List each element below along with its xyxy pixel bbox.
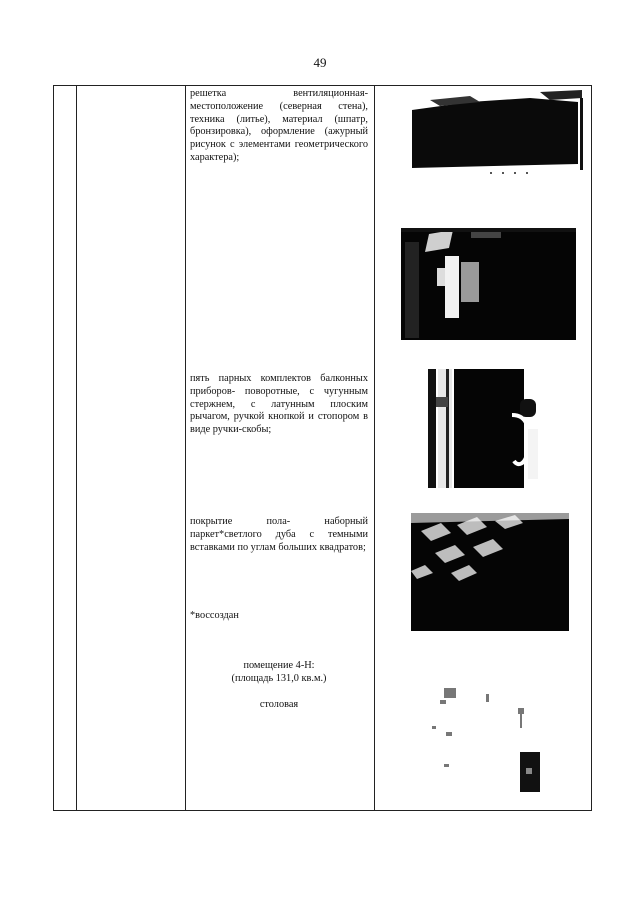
photo-balcony-fittings [428, 369, 546, 488]
room-area: (площадь 131,0 кв.м.) [231, 673, 327, 684]
room-heading: помещение 4-Н: [243, 660, 315, 671]
inventory-table [53, 85, 592, 811]
photo-ventilation-grille [410, 88, 585, 176]
page-number: 49 [313, 55, 327, 70]
photo-window-frame [401, 228, 576, 340]
room-name: столовая [259, 699, 299, 710]
photo-parquet-floor [411, 513, 569, 631]
column-divider [185, 86, 186, 810]
column-divider [76, 86, 77, 810]
entry-note-recreated: *воссоздан [190, 610, 239, 621]
entry-floor-covering: покрытие пола- наборный паркет*светлого дуба с темными вставками по углам больших квадратов; [190, 516, 368, 553]
photo-dining-room [426, 686, 552, 804]
entry-balcony-fittings: пять парных комплектов балконных приборов- поворотные, с чугунным стержнем, с латунным плоским рычагом, ручкой кнопкой и стопором в виде ручки-скобы; [190, 373, 368, 436]
entry-ventilation-grille: решетка вентиляционная- местоположение (северная стена), техника (литье), материал (шпатр, бронзировка), оформление (ажурный рисунок с элементами геометрического характера); [190, 88, 368, 163]
column-divider [374, 86, 375, 810]
